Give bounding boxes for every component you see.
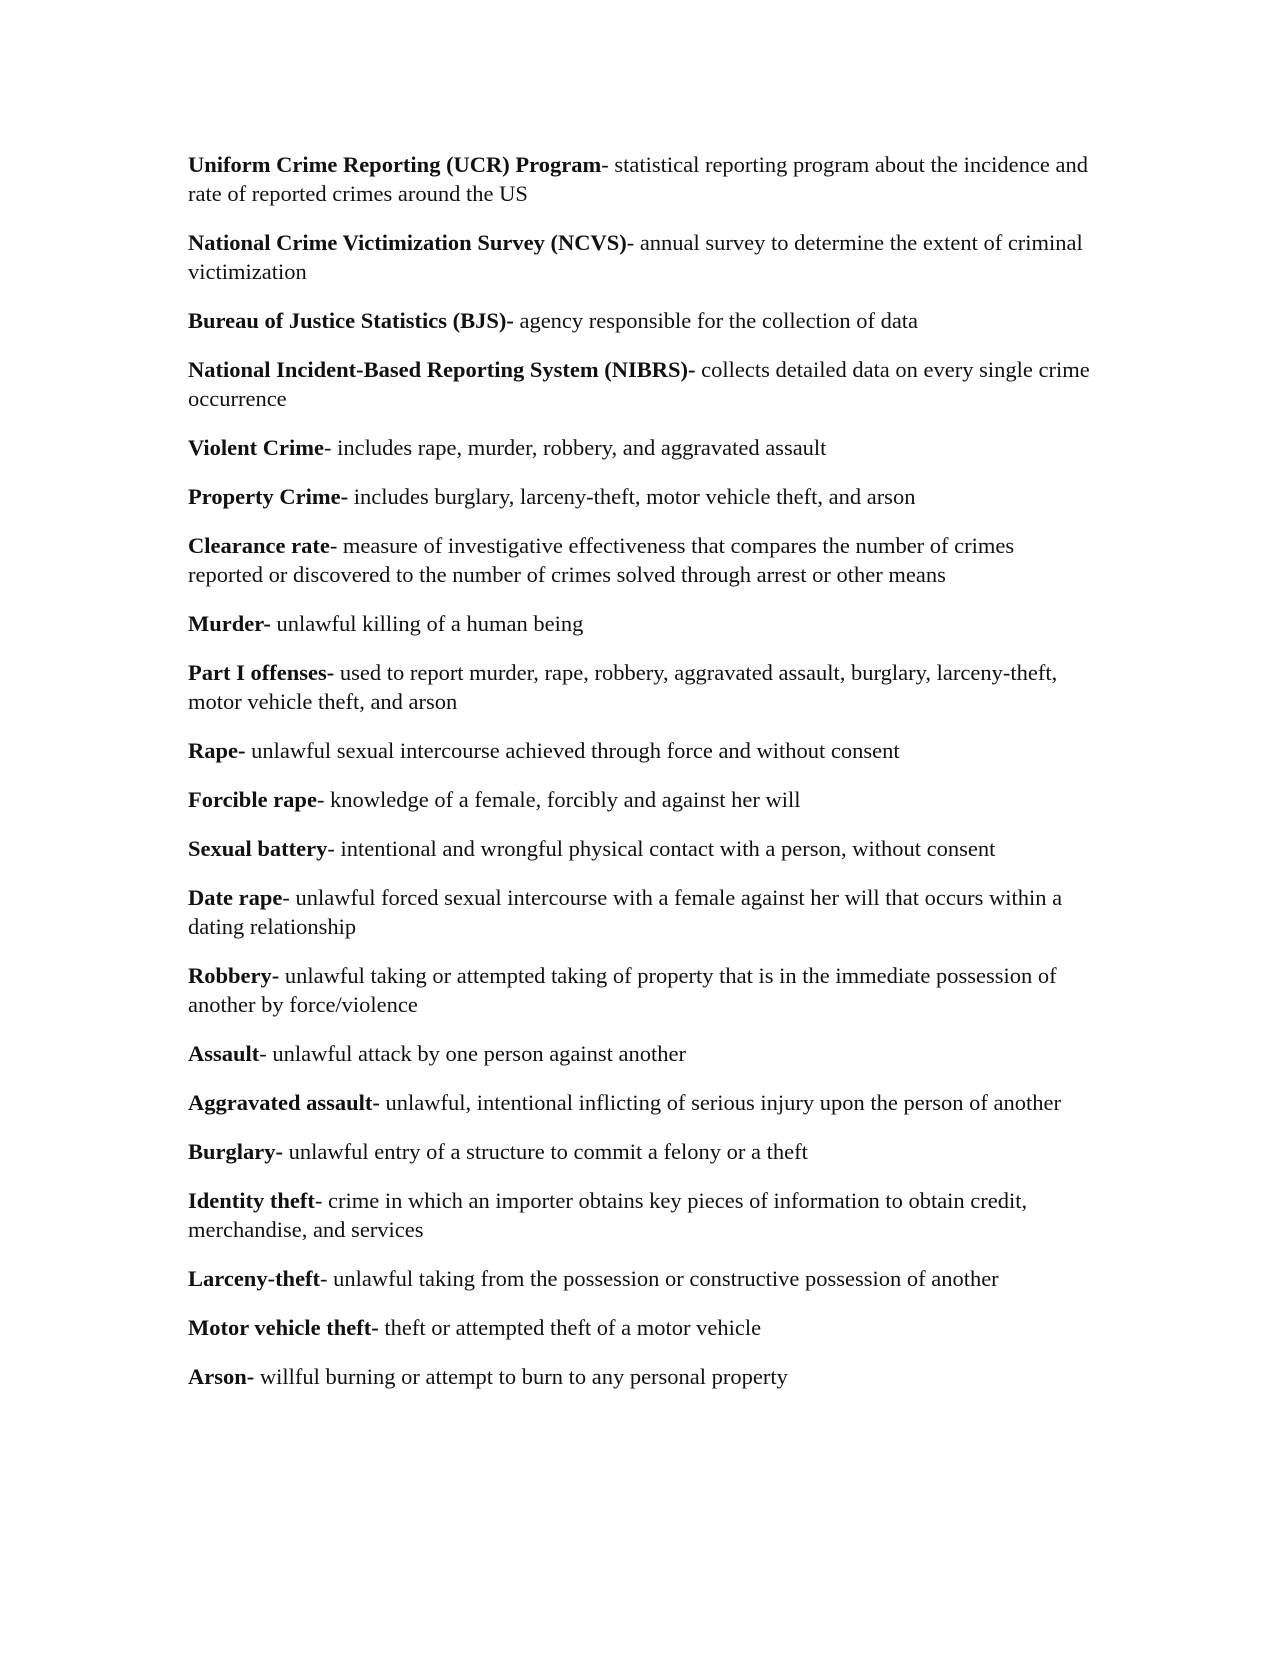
entry-term: Murder-: [188, 611, 271, 636]
entry-definition: - statistical reporting program about the incidence and rate of reported crimes around the US: [188, 152, 1088, 206]
entry-term: Rape-: [188, 738, 246, 763]
entry-term: Identity theft: [188, 1188, 315, 1213]
glossary-entry: [188, 1039, 1093, 1068]
glossary-entry: [188, 785, 1093, 814]
entry-term: Burglary-: [188, 1139, 283, 1164]
glossary-entry: [188, 355, 1093, 413]
glossary-entry: [188, 482, 1093, 511]
entry-definition: agency responsible for the collection of data: [513, 308, 919, 333]
glossary-entry: [188, 658, 1093, 716]
entry-term: Aggravated assault-: [188, 1090, 380, 1115]
entry-term: Violent Crime: [188, 435, 324, 460]
entry-definition: unlawful entry of a structure to commit a felony or a theft: [283, 1139, 808, 1164]
entry-definition: - annual survey to determine the extent of criminal victimization: [188, 230, 1083, 284]
glossary-entry: [188, 961, 1093, 1019]
entry-term: Forcible rape: [188, 787, 317, 812]
entry-term: Clearance rate: [188, 533, 330, 558]
entry-definition: unlawful taking or attempted taking of property that is in the immediate possession of another by force/violence: [188, 963, 1057, 1017]
entry-definition: unlawful, intentional inflicting of serious injury upon the person of another: [379, 1090, 1061, 1115]
entry-term: Sexual battery: [188, 836, 328, 861]
glossary-list: [188, 150, 1093, 1411]
glossary-entry: [188, 228, 1093, 286]
entry-term: Property Crime-: [188, 484, 349, 509]
entry-term: National Crime Victimization Survey (NCVS): [188, 230, 627, 255]
entry-definition: - unlawful forced sexual intercourse with a female against her will that occurs within a dating relationship: [188, 885, 1063, 939]
entry-definition: - includes rape, murder, robbery, and aggravated assault: [324, 435, 827, 460]
glossary-entry: [188, 736, 1093, 765]
entry-term: Part I offenses-: [188, 660, 335, 685]
glossary-entry: [188, 609, 1093, 638]
entry-term: Assault: [188, 1041, 260, 1066]
glossary-entry: [188, 306, 1093, 335]
glossary-entry: [188, 834, 1093, 863]
entry-term: Motor vehicle theft-: [188, 1315, 379, 1340]
entry-term: Larceny-theft: [188, 1266, 321, 1291]
entry-definition: used to report murder, rape, robbery, aggravated assault, burglary, larceny-theft, motor vehicle theft, and arson: [188, 660, 1058, 714]
glossary-entry: [188, 1088, 1093, 1117]
entry-definition: unlawful sexual intercourse achieved through force and without consent: [245, 738, 900, 763]
entry-term: National Incident-Based Reporting System (NIBRS)-: [188, 357, 696, 382]
entry-definition: willful burning or attempt to burn to any personal property: [254, 1364, 788, 1389]
entry-term: Arson-: [188, 1364, 255, 1389]
entry-term: Uniform Crime Reporting (UCR) Program: [188, 152, 602, 177]
entry-term: Robbery-: [188, 963, 280, 988]
glossary-entry: [188, 1313, 1093, 1342]
glossary-entry: [188, 883, 1093, 941]
entry-definition: - intentional and wrongful physical contact with a person, without consent: [327, 836, 996, 861]
entry-definition: theft or attempted theft of a motor vehicle: [378, 1315, 762, 1340]
entry-term: Bureau of Justice Statistics (BJS)-: [188, 308, 514, 333]
glossary-entry: [188, 433, 1093, 462]
entry-term: Date rape: [188, 885, 283, 910]
entry-definition: - knowledge of a female, forcibly and against her will: [316, 787, 801, 812]
entry-definition: - unlawful attack by one person against another: [259, 1041, 687, 1066]
glossary-entry: [188, 1362, 1093, 1391]
glossary-entry: [188, 531, 1093, 589]
entry-definition: includes burglary, larceny-theft, motor vehicle theft, and arson: [348, 484, 916, 509]
entry-definition: - unlawful taking from the possession or constructive possession of another: [320, 1266, 999, 1291]
glossary-entry: [188, 150, 1093, 208]
entry-definition: unlawful killing of a human being: [270, 611, 584, 636]
entry-definition: collects detailed data on every single crime occurrence: [188, 357, 1090, 411]
entry-definition: - crime in which an importer obtains key pieces of information to obtain credit, merchandise, and services: [188, 1188, 1028, 1242]
glossary-entry: [188, 1264, 1093, 1293]
entry-definition: - measure of investigative effectiveness that compares the number of crimes reported or discovered to the number of crimes solved through arrest or other means: [188, 533, 1015, 587]
glossary-entry: [188, 1186, 1093, 1244]
glossary-entry: [188, 1137, 1093, 1166]
